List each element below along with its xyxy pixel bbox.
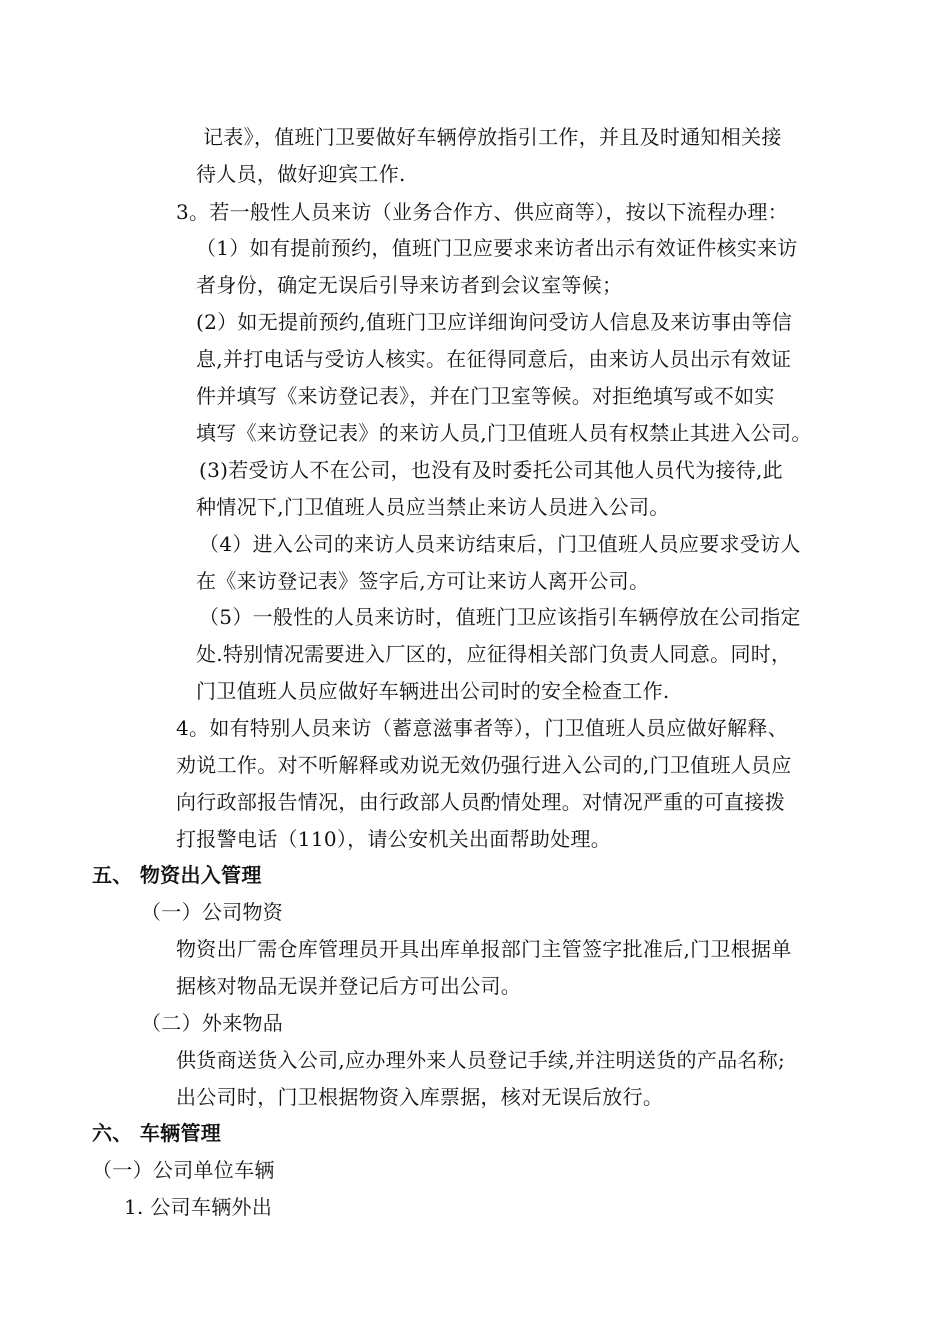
paragraph-line: 供货商送货入公司,应办理外来人员登记手续,并注明送货的产品名称; [176, 1048, 786, 1072]
list-item-1: 1. 公司车辆外出 [124, 1195, 273, 1219]
sub-item-3: (3)若受访人不在公司，也没有及时委托公司其他人员代为接待,此 [199, 458, 783, 482]
subsection-heading: （一）公司单位车辆 [92, 1158, 275, 1182]
sub-item-2: (2）如无提前预约,值班门卫应详细询问受访人信息及来访事由等信 [196, 310, 793, 334]
paragraph-line: 据核对物品无误并登记后方可出公司。 [176, 974, 522, 998]
paragraph-line: 待人员，做好迎宾工作. [196, 162, 406, 186]
paragraph-line: 打报警电话（110），请公安机关出面帮助处理。 [176, 827, 612, 851]
subsection-heading: （一）公司物资 [141, 900, 284, 924]
sub-item-5: （5）一般性的人员来访时，值班门卫应该指引车辆停放在公司指定 [199, 605, 801, 629]
paragraph-line: 物资出厂需仓库管理员开具出库单报部门主管签字批准后,门卫根据单 [176, 937, 792, 961]
paragraph-line: 种情况下,门卫值班人员应当禁止来访人员进入公司。 [196, 495, 670, 519]
paragraph-line: 息,并打电话与受访人核实。在征得同意后，由来访人员出示有效证 [196, 347, 792, 371]
list-item-4: 4。如有特别人员来访（蓄意滋事者等），门卫值班人员应做好解释、 [176, 716, 789, 740]
paragraph-line: 件并填写《来访登记表》，并在门卫室等候。对拒绝填写或不如实 [196, 384, 775, 408]
sub-item-1: （1）如有提前预约，值班门卫应要求来访者出示有效证件核实来访 [196, 236, 798, 260]
paragraph-line: 门卫值班人员应做好车辆进出公司时的安全检查工作. [196, 679, 670, 703]
paragraph-line: 者身份，确定无误后引导来访者到会议室等候； [196, 273, 623, 297]
section-heading-5: 五、 物资出入管理 [92, 863, 262, 887]
paragraph-line: 出公司时，门卫根据物资入库票据，核对无误后放行。 [176, 1085, 664, 1109]
paragraph-line: 劝说工作。对不听解释或劝说无效仍强行进入公司的,门卫值班人员应 [176, 753, 792, 777]
paragraph-line: 记表》，值班门卫要做好车辆停放指引工作，并且及时通知相关接 [203, 125, 782, 149]
paragraph-line: 填写《来访登记表》的来访人员,门卫值班人员有权禁止其进入公司。 [196, 421, 812, 445]
list-item-3: 3。若一般性人员来访（业务合作方、供应商等），按以下流程办理： [176, 200, 789, 224]
sub-item-4: （4）进入公司的来访人员来访结束后，门卫值班人员应要求受访人 [199, 532, 801, 556]
paragraph-line: 在《来访登记表》签字后,方可让来访人离开公司。 [196, 569, 650, 593]
subsection-heading: （二）外来物品 [141, 1011, 284, 1035]
paragraph-line: 向行政部报告情况，由行政部人员酌情处理。对情况严重的可直接拨 [176, 790, 785, 814]
section-heading-6: 六、 车辆管理 [92, 1121, 222, 1145]
paragraph-line: 处.特别情况需要进入厂区的，应征得相关部门负责人同意。同时， [196, 642, 792, 666]
